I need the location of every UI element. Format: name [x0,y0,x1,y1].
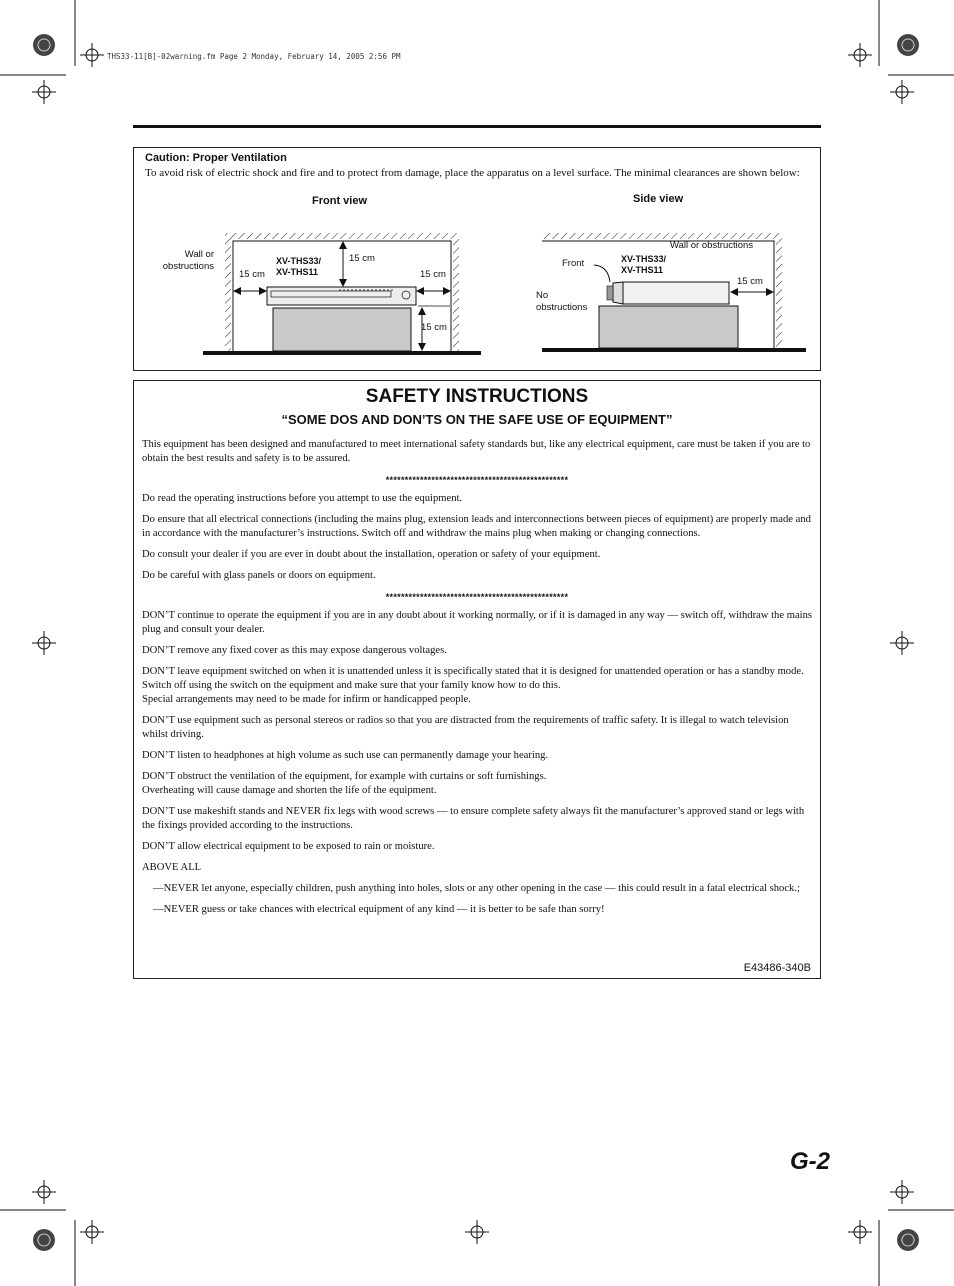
side-model-label: XV-THS33/ XV-THS11 [621,254,667,275]
do-item: Do be careful with glass panels or doors on equipment. [142,570,376,581]
above-all-label: ABOVE ALL [142,862,202,873]
side-view-label: Side view [633,193,684,205]
do-item: Do consult your dealer if you are ever in doubt about the installation, operation or safety of your equipment. [142,549,601,560]
never-item: —NEVER let anyone, especially children, push anything into holes, slots or any other opening in the case — this could result in a fatal electrical shock.; [153,883,800,894]
dont-item: DON’T listen to headphones at high volume as such use can permanently damage your hearing. [142,750,549,761]
side-no-obstructions-label: No obstructions [536,290,588,313]
front-wall-label: Wall or obstructions [162,249,214,272]
dont-item: DON’T continue to operate the equipment if you are in any doubt about it working normally, or if it is damaged in any way — switch off, withdraw the mains plug and consult your dealer. [142,610,813,635]
never-item: —NEVER guess or take chances with electrical equipment of any kind — it is better to be safe than sorry! [153,904,605,915]
do-item: Do ensure that all electrical connections (including the mains plug, extension leads and interconnections between pieces of equipment) are properly made and in accordance with the manufacturer’s instructions. Switch off and withdraw the mains plug when making or changing connections. [142,514,811,539]
dont-item: DON’T leave equipment switched on when it is unattended unless it is specifically stated that it is designed for unattended operation or has a standby mode. Switch off using the switch on the equipment and make sure that your family know how to do this. Special arrangements may need to be made for infirm or handicapped people. [142,666,804,705]
file-header: THS33-11[B]-02warning.fm Page 2 Monday, February 14, 2005 2:56 PM [107,52,401,61]
page-number: G-2 [790,1148,831,1175]
safety-intro: This equipment has been designed and manufactured to meet international safety standards but, like any electrical equipment, care must be taken if you are to obtain the best results and safety is to be assured. [142,439,811,464]
side-clearance-back: 15 cm [737,276,763,287]
top-rule [133,125,821,128]
do-item: Do read the operating instructions before you attempt to use the equipment. [142,493,463,504]
ventilation-text: To avoid risk of electric shock and fire and to protect from damage, place the apparatus on a level surface. The minimal clearances are shown below: [145,167,800,179]
safety-subtitle: “SOME DOS AND DON’TS ON THE SAFE USE OF EQUIPMENT” [281,412,673,427]
front-clearance-bottom: 15 cm [421,322,447,333]
side-front-label: Front [562,258,585,269]
safety-instructions-box [133,380,821,979]
ventilation-diagram [134,148,822,372]
front-clearance-left: 15 cm [239,269,265,280]
document-code: E43486-340B [743,962,811,974]
front-view-diagram [203,233,481,355]
side-wall-label: Wall or obstructions [670,240,754,251]
safety-title: SAFETY INSTRUCTIONS [365,386,589,407]
separator-stars: ************************************************ [385,592,569,602]
dont-item: DON’T use makeshift stands and NEVER fix legs with wood screws — to ensure complete safety always fit the manufacturer’s approved stand or legs with the fixings provided according to the instructions. [142,806,805,831]
ventilation-title: Caution: Proper Ventilation [145,152,287,164]
dont-item: DON’T obstruct the ventilation of the equipment, for example with curtains or soft furnishings. Overheating will cause damage and shorten the life of the equipment. [142,771,547,796]
front-model-label: XV-THS33/ XV-THS11 [276,256,322,277]
front-view-label: Front view [312,195,368,207]
dont-item: DON’T use equipment such as personal stereos or radios so that you are distracted from the requirements of traffic safety. It is illegal to watch television whilst driving. [142,715,789,740]
separator-stars: ************************************************ [385,475,569,485]
front-clearance-top: 15 cm [349,253,375,264]
dont-item: DON’T allow electrical equipment to be exposed to rain or moisture. [142,841,435,852]
front-clearance-right: 15 cm [420,269,446,280]
safety-body [142,438,812,924]
dont-item: DON’T remove any fixed cover as this may expose dangerous voltages. [142,645,447,656]
ventilation-box [133,147,821,371]
